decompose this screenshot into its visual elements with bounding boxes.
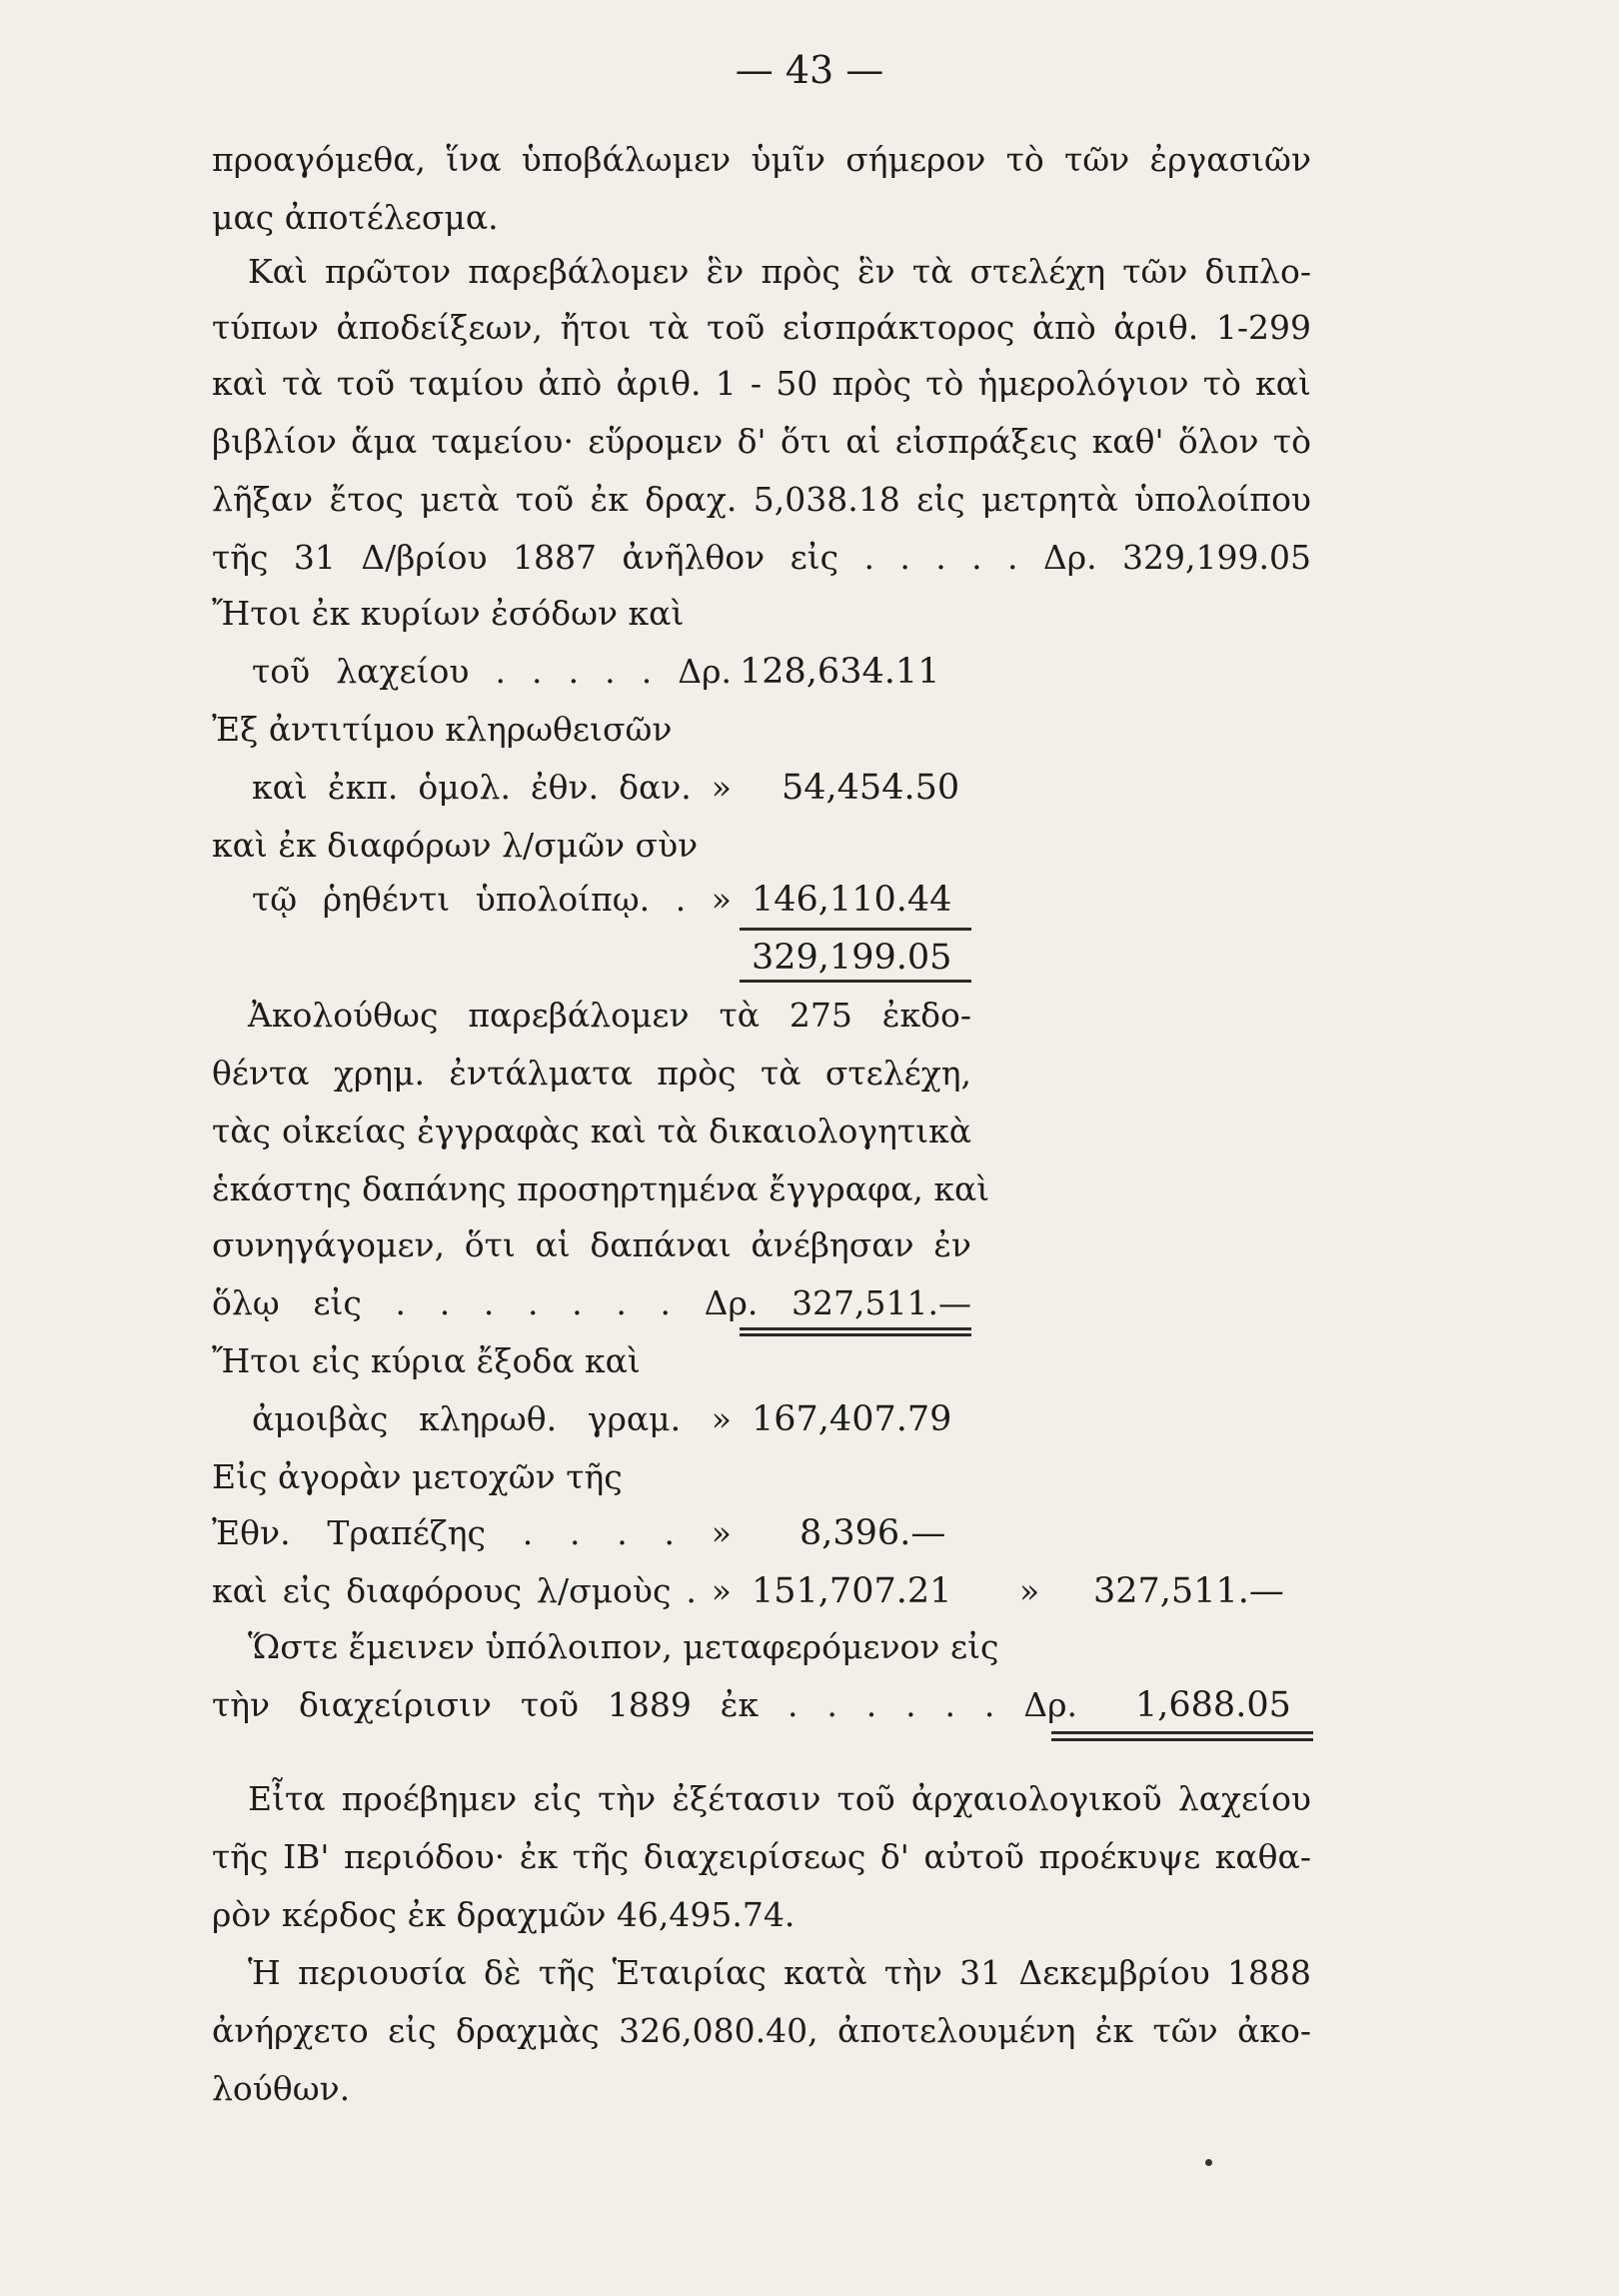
text-line: βιβλίον ἅμα ταμείου· εὕρομεν δ' ὅτι αἱ εἰσπράξεις καθ' ὅλον τὸ (212, 422, 1311, 461)
expenses-line: Ἐθν. Τραπέζης . . . . » (212, 1513, 732, 1552)
receipts-line: καὶ ἐκπ. ὁμολ. ἐθν. δαν. » (252, 768, 732, 807)
expenses-line: καὶ εἰς διαφόρους λ/σμοὺς . » (212, 1571, 732, 1610)
page-number: — 43 — (735, 48, 884, 92)
expense-amount: 151,707.21 (752, 1571, 952, 1611)
text-line: ρὸν κέρδος ἐκ δραχμῶν 46,495.74. (212, 1895, 796, 1934)
text-line: ἑκάστης δαπάνης προσηρτημένα ἔγγραφα, καὶ (212, 1169, 990, 1208)
text-line: Ἀκολούθως παρεβάλομεν τὰ 275 ἐκδο- (248, 996, 971, 1035)
text-line: καὶ τὰ τοῦ ταμίου ἀπὸ ἀριθ. 1 - 50 πρὸς τὸ ἡμερολόγιον τὸ καὶ (212, 364, 1311, 403)
text-line: ἀνήρχετο εἰς δραχμὰς 326,080.40, ἀποτελουμένη ἐκ τῶν ἀκο- (212, 2011, 1311, 2050)
receipts-line: τῷ ῥηθέντι ὑπολοίπῳ. . » (252, 880, 732, 919)
receipts-line: καὶ ἐκ διαφόρων λ/σμῶν σὺν (212, 826, 699, 865)
text-line: λῆξαν ἔτος μετὰ τοῦ ἐκ δραχ. 5,038.18 εἰς μετρητὰ ὑπολοίπου (212, 480, 1311, 519)
text-line: Καὶ πρῶτον παρεβάλομεν ἓν πρὸς ἓν τὰ στελέχη τῶν διπλο- (248, 252, 1311, 291)
balance-amount: 1,688.05 (1135, 1685, 1291, 1725)
sum-rule (740, 980, 971, 983)
sum-rule (740, 1333, 971, 1336)
text-line: Ὥστε ἔμεινεν ὑπόλοιπον, μεταφερόμενον εἰς (248, 1627, 999, 1666)
receipt-amount: 146,110.44 (752, 880, 952, 920)
text-line: τὴν διαχείρισιν τοῦ 1889 ἐκ . . . . . . Δρ. (212, 1685, 1077, 1724)
sum-rule (1051, 1738, 1313, 1741)
receipts-line: Ἤτοι ἐκ κυρίων ἐσόδων καὶ (212, 594, 685, 633)
text-line: Ἡ περιουσία δὲ τῆς Ἑταιρίας κατὰ τὴν 31 Δεκεμβρίου 1888 (248, 1953, 1311, 1992)
expenses-total-marker: » (1019, 1571, 1040, 1610)
expenses-line: Ἤτοι εἰς κύρια ἔξοδα καὶ (212, 1341, 641, 1380)
text-line: συνηγάγομεν, ὅτι αἱ δαπάναι ἀνέβησαν ἐν (212, 1225, 971, 1264)
receipts-total: 329,199.05 (752, 938, 952, 978)
ink-speck (1205, 2159, 1212, 2166)
text-line: τὰς οἰκείας ἐγγραφὰς καὶ τὰ δικαιολογητικὰ (212, 1112, 971, 1150)
receipts-line: Ἐξ ἀντιτίμου κληρωθεισῶν (212, 710, 673, 749)
receipts-line: τοῦ λαχείου . . . . . Δρ. (252, 652, 732, 691)
text-line: λούθων. (212, 2069, 351, 2108)
expenses-line: ἀμοιβὰς κληρωθ. γραμ. » (252, 1399, 732, 1438)
expense-amount: 167,407.79 (752, 1399, 952, 1439)
receipt-amount: 128,634.11 (740, 652, 940, 692)
expense-amount: 8,396.— (800, 1513, 946, 1553)
sum-rule (740, 928, 971, 931)
text-line: τύπων ἀποδείξεων, ἤτοι τὰ τοῦ εἰσπράκτορος ἀπὸ ἀριθ. 1-299 (212, 308, 1311, 347)
sum-rule (740, 1327, 971, 1330)
text-line: τῆς ΙΒ' περιόδου· ἐκ τῆς διαχειρίσεως δ' αὐτοῦ προέκυψε καθα- (212, 1837, 1311, 1876)
receipt-amount: 54,454.50 (782, 768, 960, 808)
expenses-total: 327,511.— (1093, 1571, 1284, 1611)
text-line: τῆς 31 Δ/βρίου 1887 ἀνῆλθον εἰς . . . . . Δρ. 329,199.05 (212, 538, 1311, 577)
text-line: μας ἀποτέλεσμα. (212, 198, 499, 237)
text-line: ὅλῳ εἰς . . . . . . . Δρ. 327,511.— (212, 1283, 971, 1322)
text-line: προαγόμεθα, ἵνα ὑποβάλωμεν ὑμῖν σήμερον τὸ τῶν ἐργασιῶν (212, 140, 1311, 179)
sum-rule (1051, 1731, 1313, 1734)
expenses-line: Εἰς ἀγορὰν μετοχῶν τῆς (212, 1457, 623, 1496)
text-line: θέντα χρημ. ἐντάλματα πρὸς τὰ στελέχη, (212, 1054, 971, 1093)
text-line: Εἶτα προέβημεν εἰς τὴν ἐξέτασιν τοῦ ἀρχαιολογικοῦ λαχείου (248, 1779, 1311, 1818)
